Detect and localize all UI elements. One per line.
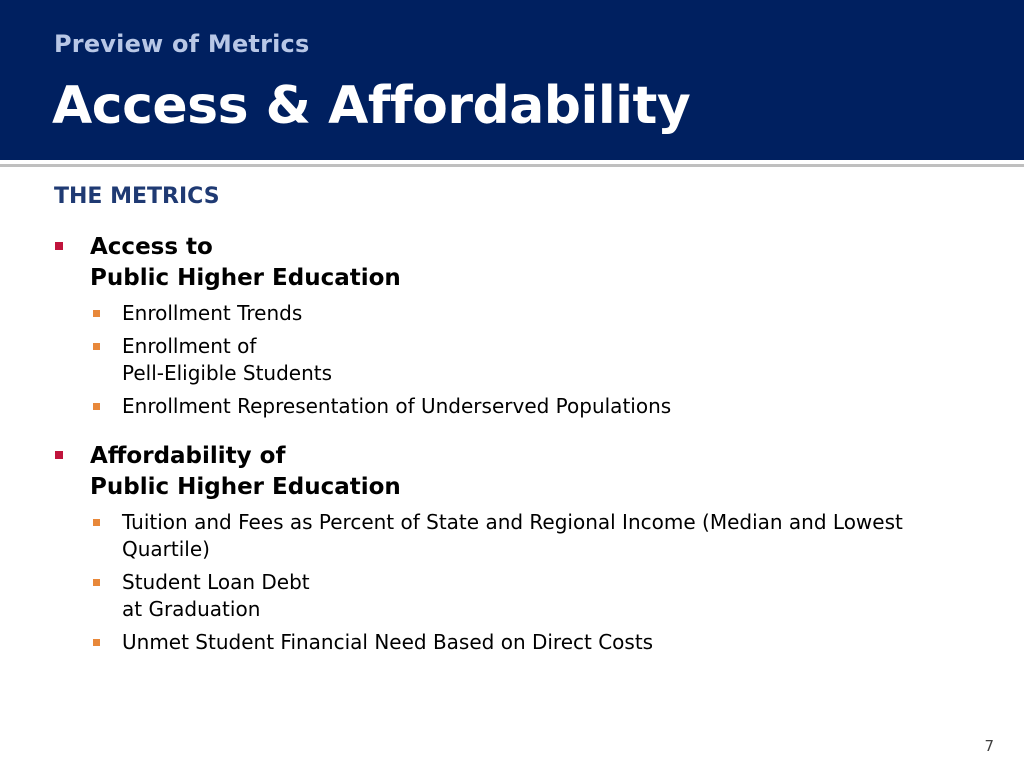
primary-bullet-line: Public Higher Education <box>90 474 401 500</box>
square-bullet-icon <box>93 343 100 350</box>
title-banner <box>0 0 1024 160</box>
secondary-bullet-item <box>0 569 920 623</box>
metric-group-affordability <box>0 441 1024 656</box>
primary-bullet-item <box>0 441 1024 503</box>
square-bullet-icon <box>93 310 100 317</box>
slide-subtitle: Preview of Metrics <box>54 30 310 58</box>
secondary-bullet-line: Enrollment Representation of Underserved Populations <box>122 394 672 418</box>
secondary-bullet-line: Enrollment Trends <box>122 301 303 325</box>
secondary-bullet-line: Unmet Student Financial Need Based on Direct Costs <box>122 630 654 654</box>
secondary-bullet-line: at Graduation <box>122 597 261 621</box>
secondary-bullet-item <box>0 509 920 563</box>
square-bullet-icon <box>55 242 63 250</box>
slide-title: Access & Affordability <box>52 76 691 136</box>
primary-bullet-line: Affordability of <box>90 443 286 469</box>
header-divider <box>0 164 1024 167</box>
primary-bullet-item <box>0 232 1024 294</box>
primary-bullet-line: Public Higher Education <box>90 265 401 291</box>
secondary-bullet-line: Tuition and Fees as Percent of State and Regional Income (Median and Lowest Quartile) <box>122 510 903 561</box>
page-number: 7 <box>984 737 994 755</box>
secondary-bullet-line: Pell-Eligible Students <box>122 361 333 385</box>
square-bullet-icon <box>93 639 100 646</box>
secondary-bullet-item <box>0 393 920 420</box>
square-bullet-icon <box>93 579 100 586</box>
secondary-bullet-line: Student Loan Debt <box>122 570 310 594</box>
secondary-bullet-item <box>0 300 920 327</box>
primary-bullet-line: Access to <box>90 234 213 260</box>
secondary-bullet-item <box>0 629 920 656</box>
section-heading: THE METRICS <box>54 184 220 209</box>
square-bullet-icon <box>55 451 63 459</box>
square-bullet-icon <box>93 519 100 526</box>
secondary-bullet-item <box>0 333 920 387</box>
square-bullet-icon <box>93 403 100 410</box>
metric-group-access <box>0 232 1024 420</box>
secondary-bullet-line: Enrollment of <box>122 334 257 358</box>
